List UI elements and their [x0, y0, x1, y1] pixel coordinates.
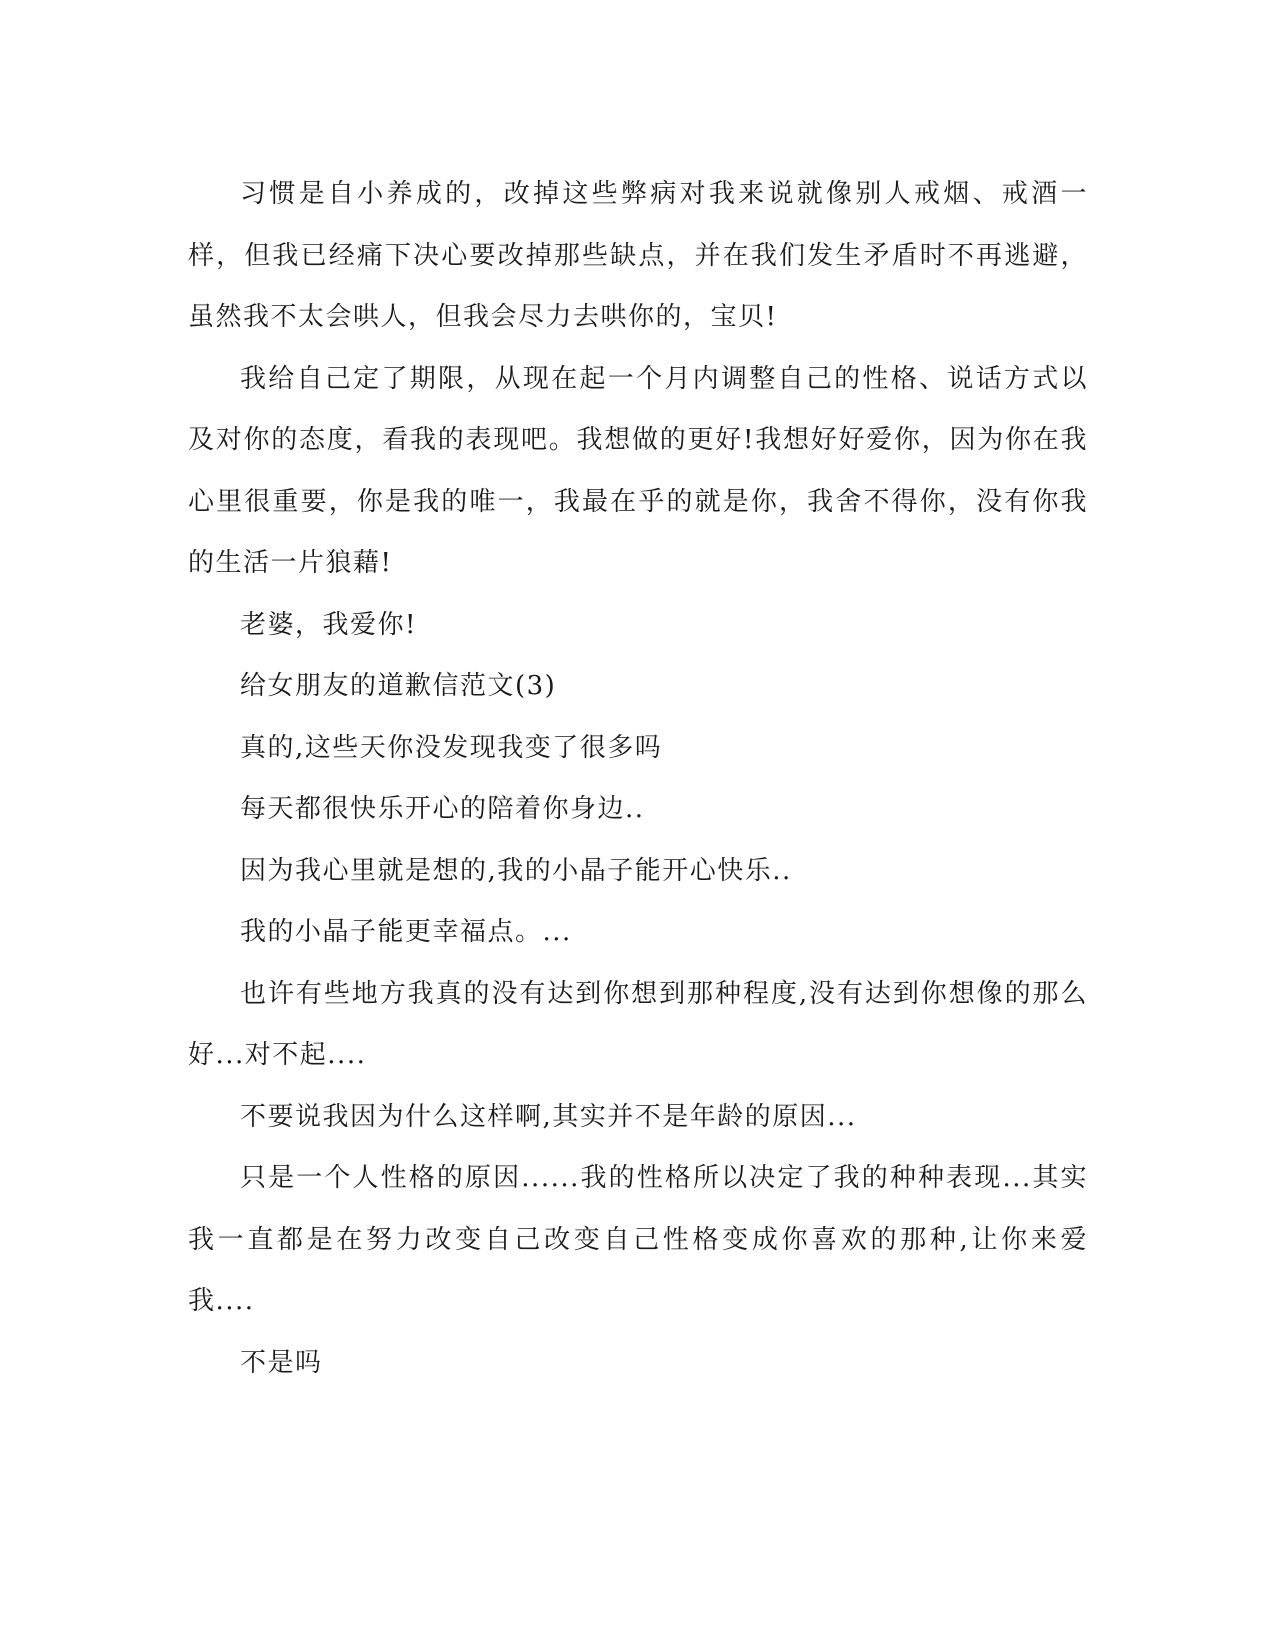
paragraph-habit: 习惯是自小养成的，改掉这些弊病对我来说就像别人戒烟、戒酒一样，但我已经痛下决心要改掉那些缺点，并在我们发生矛盾时不再逃避，虽然我不太会哄人，但我会尽力去哄你的，宝贝! [188, 179, 1088, 332]
paragraph-sorry: 也许有些地方我真的没有达到你想到那种程度,没有达到你想像的那么好...对不起.... [188, 978, 1088, 1070]
document-body [188, 164, 1088, 1394]
section-title: 给女朋友的道歉信范文(3) [240, 671, 557, 701]
paragraph-not-age: 不要说我因为什么这样啊,其实并不是年龄的原因... [240, 1101, 857, 1132]
paragraph-happy: 每天都很快乐开心的陪着你身边.. [240, 794, 645, 824]
paragraph-because: 因为我心里就是想的,我的小晶子能开心快乐.. [240, 855, 792, 886]
paragraph-deadline: 我给自己定了期限，从现在起一个月内调整自己的性格、说话方式以及对你的态度，看我的表现吧。我想做的更好!我想好好爱你，因为你在我心里很重要，你是我的唯一，我最在乎的就是你，我舍不得你，没有你我的生活一片狼藉! [188, 363, 1088, 578]
paragraph-changed: 真的,这些天你没发现我变了很多吗 [240, 732, 663, 763]
paragraph-love-you: 老婆，我爱你! [240, 609, 417, 640]
paragraph-personality: 只是一个人性格的原因......我的性格所以决定了我的种种表现...其实我一直都是在努力改变自己改变自己性格变成你喜欢的那种,让你来爱我.... [188, 1163, 1088, 1316]
paragraph-happier: 我的小晶子能更幸福点。... [240, 917, 572, 947]
paragraph-isnt-it: 不是吗 [240, 1347, 323, 1378]
